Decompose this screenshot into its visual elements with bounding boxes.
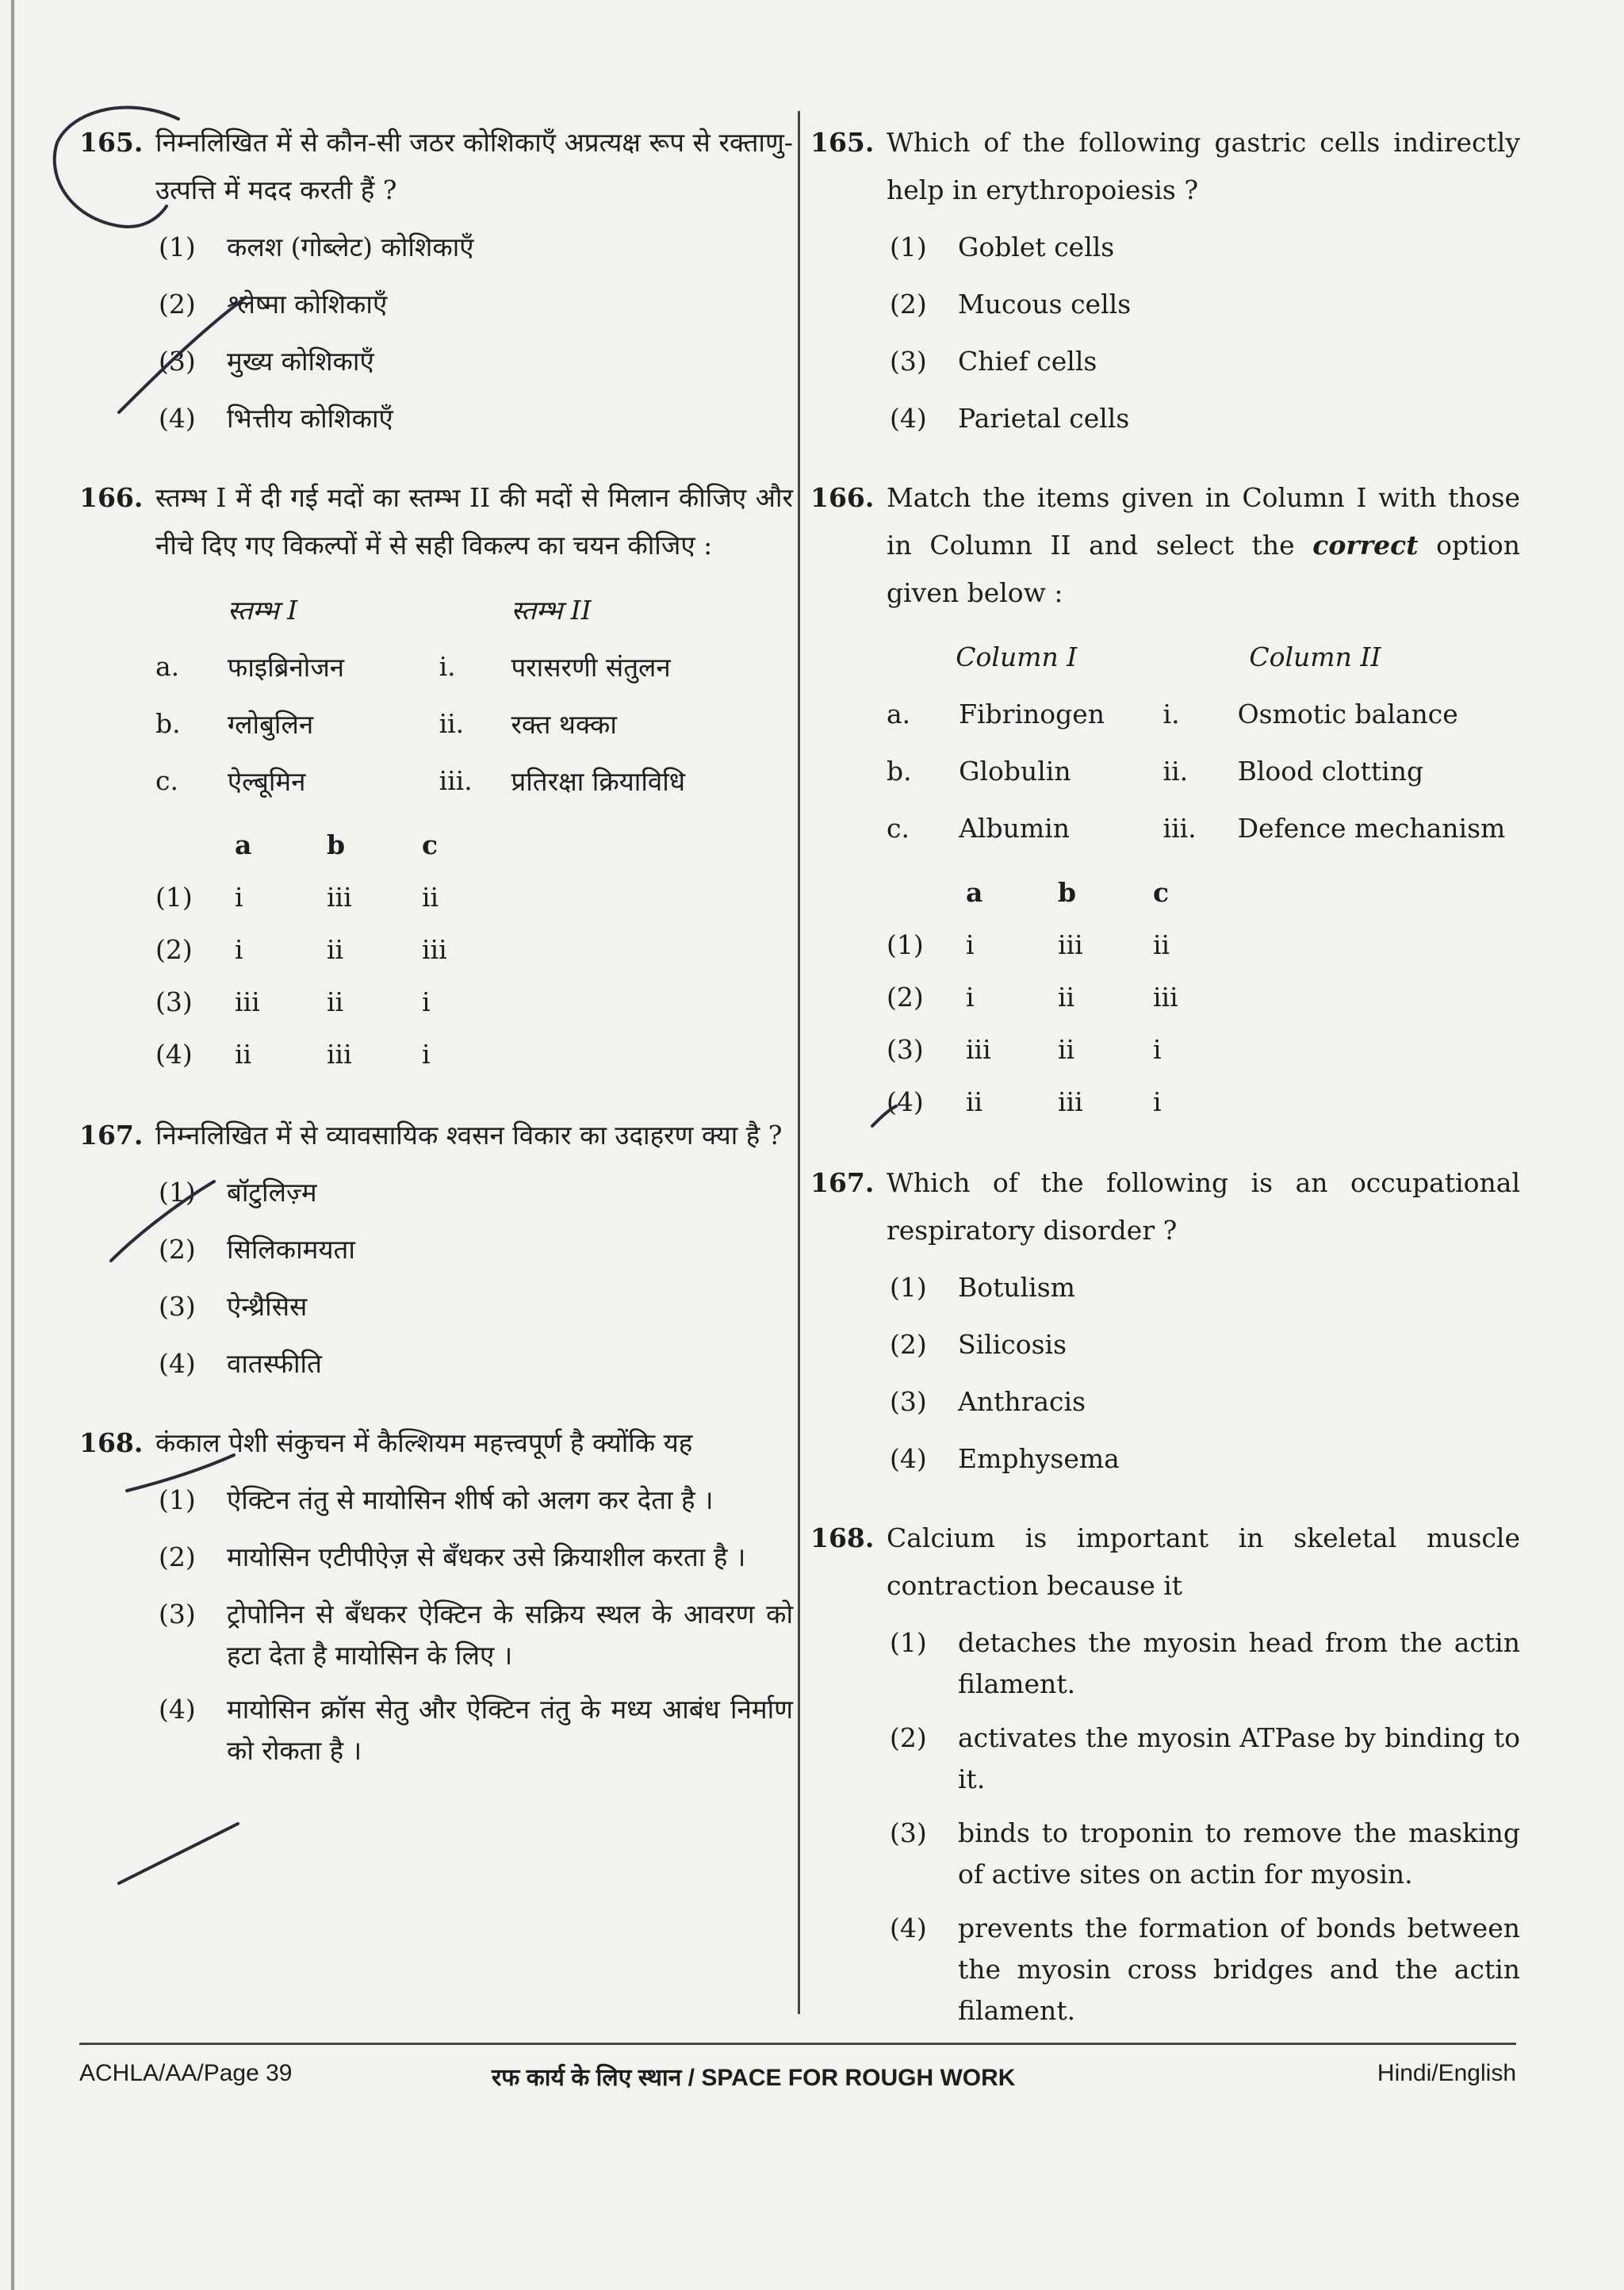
row-item: Globulin (959, 755, 1071, 787)
answer-b: iii (327, 1038, 352, 1070)
question-number: 168. (79, 1427, 144, 1458)
option-number: (2) (155, 933, 193, 965)
answer-option-1 (155, 871, 793, 923)
option-3 (159, 1283, 793, 1331)
question-number: 167. (810, 1167, 875, 1198)
option-text: Parietal cells (958, 403, 1130, 434)
answer-a: ii (235, 1038, 252, 1070)
question-text: Which of the following gastric cells indirectly help in erythropoiesis ? (887, 127, 1520, 205)
match-row (887, 799, 1520, 856)
question-number: 165. (810, 127, 875, 158)
row-match: Osmotic balance (1237, 698, 1458, 730)
row-letter: a. (887, 698, 911, 730)
option-number: (3) (887, 1033, 924, 1065)
answer-grid (155, 818, 793, 1080)
option-1 (159, 224, 793, 271)
row-item: Fibrinogen (959, 698, 1105, 730)
option-2 (890, 1714, 1520, 1800)
option-number: (3) (159, 1599, 196, 1629)
column-divider (798, 111, 800, 2014)
option-number: (4) (159, 1348, 196, 1379)
answer-grid-header (155, 818, 793, 871)
option-number: (2) (887, 981, 924, 1013)
answer-c: i (1153, 1033, 1162, 1065)
option-number: (4) (159, 1694, 196, 1725)
option-4 (890, 1435, 1520, 1483)
answer-option-3 (155, 975, 793, 1028)
hindi-column (79, 119, 793, 1803)
tick-mark-168 (119, 1824, 238, 1883)
answer-b: ii (1058, 1033, 1075, 1065)
answer-a: i (235, 881, 243, 913)
answer-c: i (422, 1038, 431, 1070)
option-text: Anthracis (958, 1386, 1086, 1417)
answer-head-a: a (235, 829, 252, 860)
row-item: ऐल्बूमिन (227, 765, 306, 797)
row-letter: a. (155, 650, 180, 682)
option-text: activates the myosin ATPase by binding to it. (958, 1722, 1520, 1794)
question-166-hindi (79, 474, 793, 1080)
answer-grid-header (887, 866, 1520, 918)
option-text: ट्रोपोनिन से बँधकर ऐक्टिन के सक्रिय स्थल के आवरण को हटा देता है मायोसिन के लिए । (227, 1599, 793, 1671)
answer-b: iii (327, 881, 352, 913)
row-numeral: ii. (1162, 755, 1189, 787)
match-table-header (155, 580, 793, 638)
question-text-part: Match the items given in Column I with those in Column II and select the (887, 482, 1520, 561)
option-4 (159, 1340, 793, 1388)
row-item: Albumin (959, 812, 1070, 844)
option-2 (159, 1226, 793, 1273)
answer-a: ii (966, 1086, 983, 1117)
option-number: (4) (887, 1086, 924, 1117)
answer-a: iii (235, 986, 260, 1017)
option-2 (159, 1534, 793, 1581)
option-4 (890, 1905, 1520, 2032)
option-number: (3) (890, 1386, 927, 1417)
option-number: (2) (890, 1329, 927, 1360)
english-column (810, 119, 1520, 2063)
row-match: रक्त थक्का (511, 708, 617, 740)
option-1 (890, 1619, 1520, 1705)
question-167-hindi (79, 1112, 793, 1388)
option-number: (2) (159, 289, 196, 320)
answer-head-a: a (966, 876, 983, 908)
answer-head-b: b (1058, 876, 1077, 908)
option-number: (3) (159, 346, 196, 377)
answer-c: i (1153, 1086, 1162, 1117)
answer-c: ii (422, 881, 439, 913)
answer-option-4 (155, 1028, 793, 1080)
option-number: (1) (890, 1627, 927, 1658)
option-number: (1) (887, 929, 924, 960)
answer-option-3 (887, 1023, 1520, 1075)
option-text: detaches the myosin head from the actin filament. (958, 1627, 1520, 1699)
question-168-hindi (79, 1419, 793, 1771)
language-label: Hindi/English (1377, 2060, 1516, 2086)
option-number: (2) (159, 1541, 196, 1572)
option-text: ऐक्टिन तंतु से मायोसिन शीर्ष को अलग कर देता है । (227, 1484, 714, 1515)
question-number: 168. (810, 1522, 875, 1553)
question-text (887, 474, 1520, 617)
option-number: (2) (159, 1234, 196, 1265)
row-item: ग्लोबुलिन (227, 708, 314, 740)
column-2-heading: स्तम्भ II (511, 594, 592, 626)
option-number: (2) (890, 1722, 927, 1753)
option-text: वातस्फीति (227, 1348, 322, 1379)
row-match: Defence mechanism (1237, 812, 1506, 844)
answer-a: iii (966, 1033, 991, 1065)
option-text: कलश (गोब्लेट) कोशिकाएँ (227, 232, 474, 262)
match-table (155, 580, 793, 1080)
answer-head-c: c (1153, 876, 1170, 908)
option-3 (159, 1591, 793, 1676)
option-4 (159, 395, 793, 442)
option-3 (890, 1378, 1520, 1426)
scan-edge (11, 0, 14, 2290)
option-number: (2) (890, 289, 927, 320)
option-number: (4) (155, 1038, 193, 1070)
option-text: श्लेष्मा कोशिकाएँ (227, 289, 388, 320)
row-letter: c. (887, 812, 910, 844)
emphasis-text: correct (1312, 530, 1419, 561)
option-number: (3) (155, 986, 193, 1017)
column-1-heading: Column I (956, 641, 1078, 672)
question-166-english (810, 474, 1520, 1128)
option-3 (159, 338, 793, 385)
question-number: 166. (79, 482, 144, 513)
answer-b: ii (327, 933, 344, 965)
question-text-part: option given below : (887, 530, 1520, 608)
answer-head-b: b (327, 829, 346, 860)
footer-divider (79, 2043, 1516, 2045)
answer-c: i (422, 986, 431, 1017)
option-text: Goblet cells (958, 232, 1115, 262)
answer-a: i (966, 981, 975, 1013)
option-number: (4) (159, 403, 196, 434)
option-text: मायोसिन क्रॉस सेतु और ऐक्टिन तंतु के मध्य आबंध निर्माण को रोकता है । (227, 1694, 793, 1766)
answer-option-2 (155, 923, 793, 975)
option-1 (159, 1169, 793, 1216)
answer-b: iii (1058, 929, 1083, 960)
column-1-heading: स्तम्भ I (227, 594, 298, 626)
option-3 (890, 1809, 1520, 1895)
row-numeral: iii. (1162, 812, 1197, 844)
option-text: मुख्य कोशिकाएँ (227, 346, 374, 377)
option-text: Chief cells (958, 346, 1097, 377)
page-footer (79, 2060, 1516, 2108)
option-number: (3) (890, 1817, 927, 1848)
match-row (155, 695, 793, 752)
option-number: (3) (159, 1291, 196, 1322)
match-row (155, 752, 793, 809)
option-number: (1) (159, 232, 196, 262)
option-text: Mucous cells (958, 289, 1132, 320)
option-text: मायोसिन एटीपीऐज़ से बँधकर उसे क्रियाशील करता है । (227, 1541, 746, 1572)
option-text: भित्तीय कोशिकाएँ (227, 403, 393, 434)
question-text: कंकाल पेशी संकुचन में कैल्शियम महत्त्वपूर्ण है क्योंकि यह (155, 1427, 693, 1458)
answer-c: iii (422, 933, 447, 965)
question-168-english (810, 1515, 1520, 2032)
answer-head-c: c (422, 829, 439, 860)
question-165-english (810, 119, 1520, 442)
question-text: निम्नलिखित में से कौन-सी जठर कोशिकाएँ अप्रत्यक्ष रूप से रक्ताणु-उत्पत्ति में मदद करती हैं ? (155, 127, 793, 205)
option-2 (159, 281, 793, 328)
row-letter: c. (155, 764, 178, 796)
option-3 (890, 338, 1520, 385)
option-text: ऐन्थ्रैसिस (227, 1291, 308, 1322)
answer-a: i (235, 933, 243, 965)
question-number: 166. (810, 482, 875, 513)
option-number: (1) (155, 881, 193, 913)
match-row (887, 742, 1520, 799)
question-text: निम्नलिखित में से व्यावसायिक श्वसन विकार का उदाहरण क्या है ? (155, 1120, 783, 1151)
answer-option-1 (887, 918, 1520, 971)
option-1 (890, 224, 1520, 271)
row-item: फाइब्रिनोजन (227, 651, 345, 683)
answer-a: i (966, 929, 975, 960)
option-text: सिलिकामयता (227, 1234, 355, 1265)
answer-c: iii (1153, 981, 1178, 1013)
match-table-header (887, 628, 1520, 685)
rough-work-label: रफ कार्य के लिए स्थान / SPACE FOR ROUGH WORK (492, 2065, 1016, 2091)
option-text: बॉटुलिज़्म (227, 1177, 317, 1208)
answer-option-2 (887, 971, 1520, 1023)
option-text: binds to troponin to remove the masking of active sites on actin for myosin. (958, 1817, 1520, 1890)
answer-grid (887, 866, 1520, 1128)
question-text: स्तम्भ I में दी गई मदों का स्तम्भ II की मदों से मिलान कीजिए और नीचे दिए गए विकल्पों में से सही विकल्प का चयन कीजिए : (155, 482, 793, 561)
option-text: Silicosis (958, 1329, 1067, 1360)
question-text: Calcium is important in skeletal muscle contraction because it (887, 1522, 1520, 1601)
page-code: ACHLA/AA/Page 39 (79, 2060, 293, 2086)
match-row (155, 638, 793, 695)
answer-b: ii (327, 986, 344, 1017)
answer-b: iii (1058, 1086, 1083, 1117)
row-numeral: i. (1162, 698, 1180, 730)
question-number: 167. (79, 1120, 144, 1151)
option-number: (1) (159, 1177, 196, 1208)
row-match: परासरणी संतुलन (511, 651, 671, 683)
option-text: prevents the formation of bonds between the myosin cross bridges and the actin filament. (958, 1913, 1520, 2026)
option-4 (890, 395, 1520, 442)
option-4 (159, 1686, 793, 1771)
option-number: (1) (159, 1484, 196, 1515)
option-number: (4) (890, 1443, 927, 1474)
question-165-hindi (79, 119, 793, 442)
option-1 (159, 1476, 793, 1524)
question-167-english (810, 1159, 1520, 1483)
option-number: (4) (890, 1913, 927, 1943)
row-numeral: iii. (439, 764, 473, 796)
row-match: प्रतिरक्षा क्रियाविधि (511, 765, 686, 797)
option-text: Botulism (958, 1272, 1075, 1303)
column-2-heading: Column II (1249, 641, 1381, 672)
answer-option-4 (887, 1075, 1520, 1128)
row-numeral: i. (439, 650, 456, 682)
question-number: 165. (79, 127, 144, 158)
row-letter: b. (887, 755, 912, 787)
option-2 (890, 281, 1520, 328)
answer-b: ii (1058, 981, 1075, 1013)
option-1 (890, 1264, 1520, 1312)
answer-c: ii (1153, 929, 1170, 960)
row-match: Blood clotting (1237, 755, 1424, 787)
match-table (887, 628, 1520, 1128)
match-row (887, 685, 1520, 742)
row-numeral: ii. (439, 707, 465, 739)
option-number: (4) (890, 403, 927, 434)
option-number: (1) (890, 1272, 927, 1303)
option-number: (3) (890, 346, 927, 377)
option-2 (890, 1321, 1520, 1369)
row-letter: b. (155, 707, 181, 739)
option-number: (1) (890, 232, 927, 262)
question-text: Which of the following is an occupational respiratory disorder ? (887, 1167, 1520, 1246)
option-text: Emphysema (958, 1443, 1120, 1474)
